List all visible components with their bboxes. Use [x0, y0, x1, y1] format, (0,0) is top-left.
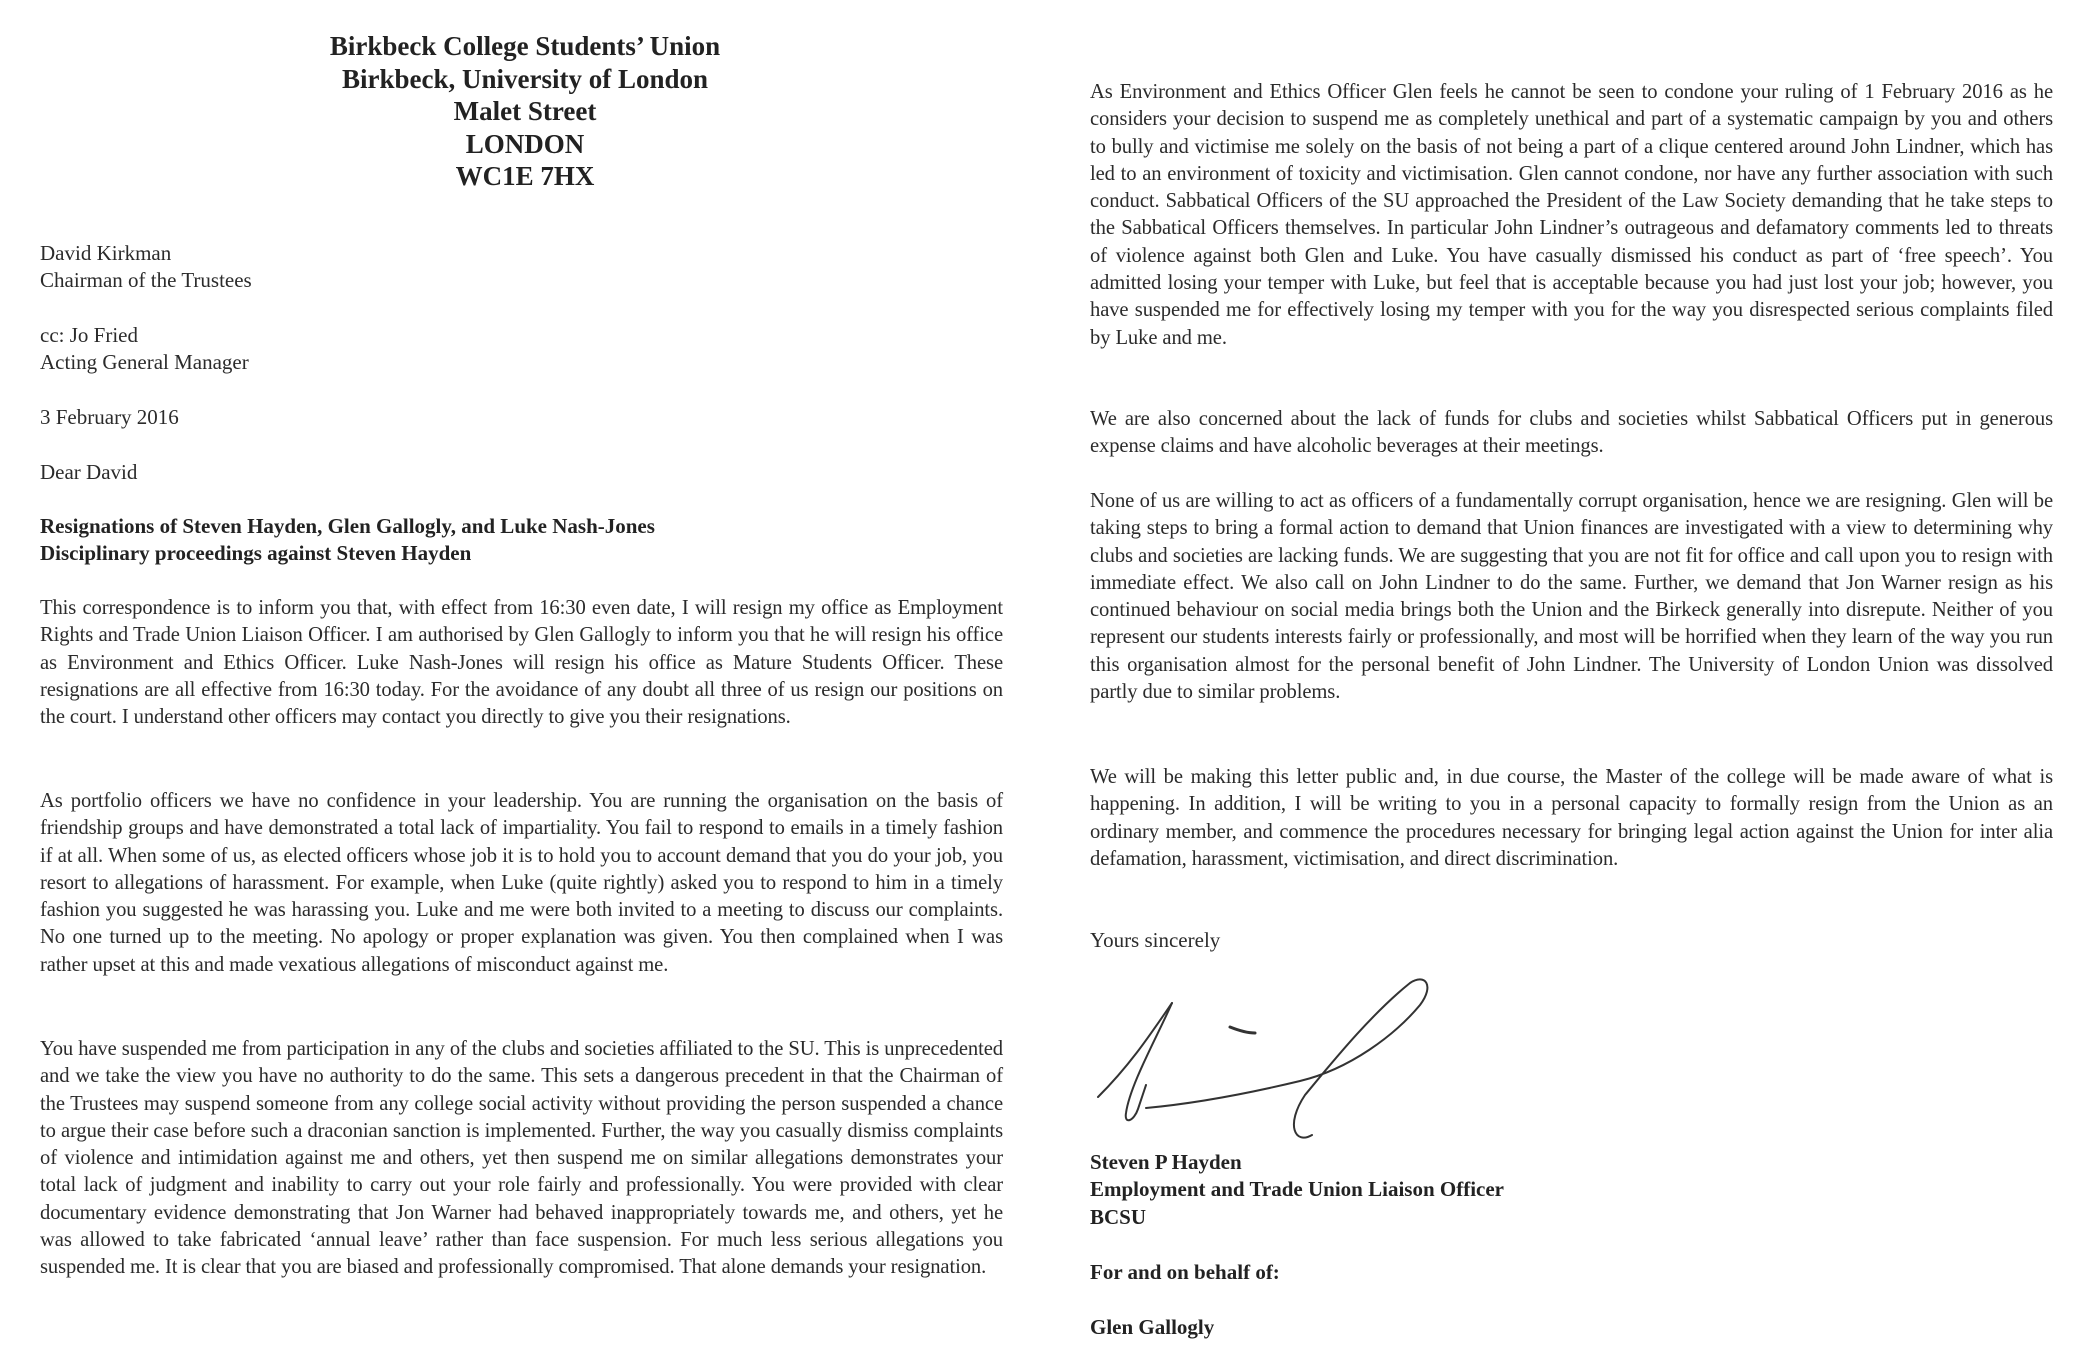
on-behalf-label: [1090, 1259, 2053, 1286]
cc-block: [40, 322, 1003, 377]
body-paragraph-5: [1090, 406, 2053, 461]
signatory-name: Steven P Hayden: [1090, 1150, 1242, 1174]
letterhead-postcode: WC1E 7HX: [455, 161, 595, 191]
subject-line-2: Disciplinary proceedings against Steven Hayden: [40, 541, 472, 566]
letterhead-org: Birkbeck College Students’ Union: [329, 31, 721, 61]
letterhead: [280, 30, 770, 193]
subject-line-1: Resignations of Steven Hayden, Glen Gallogly, and Luke Nash-Jones: [40, 514, 655, 538]
valediction-text: Yours sincerely: [1090, 928, 1221, 952]
signatory-org: BCSU: [1090, 1204, 1147, 1229]
body-paragraph-1: [40, 595, 1003, 731]
on-behalf-name-text: Glen Gallogly: [1090, 1315, 1215, 1339]
body-paragraph-2: [40, 788, 1003, 979]
paragraph-text: We are also concerned about the lack of funds for clubs and societies whilst Sabbatical Officers put in generous expense claims and have alcoholic beverages at their meetings.: [1090, 408, 2053, 458]
paragraph-text: This correspondence is to inform you that, with effect from 16:30 even date, I will resign my office as Employment Rights and Trade Union Liaison Officer. I am authorised by Glen Gallogly to inform you that he will resign his office as Environment and Ethics Officer. Luke Nash-Jones will resign his office as Mature Students Officer. These resignations are all effective from 16:30 today. For the avoidance of any doubt all three of us resign our positions on the court. I understand other officers may contact you directly to give you their resignations.: [40, 597, 1003, 729]
paragraph-text: You have suspended me from participation in any of the clubs and societies affiliated to the SU. This is unprecedented and we take the view you have no authority to do the same. This sets a dangerous precedent in that the Chairman of the Trustees may suspend someone from any college social activity without providing the person suspended a chance to argue their case before such a draconian sanction is implemented. Further, the way you casually dismiss complaints of violence and intimidation against me and others, yet then suspend me on similar allegations demonstrates your total lack of judgment and inability to carry out your role fairly and professionally. You were provided with clear documentary evidence demonstrating that Jon Warner had behaved inappropriately towards me, and others, yet he was allowed to take fabricated ‘annual leave’ rather than face suspension. For much less serious allegations you suspended me. It is clear that you are biased and professionally compromised. That alone demands your resignation.: [40, 1038, 1003, 1279]
valediction: [1090, 927, 2053, 954]
body-paragraph-6: [1090, 488, 2053, 706]
body-paragraph-4: [1090, 79, 2053, 352]
salutation: [40, 459, 1003, 486]
date-text: 3 February 2016: [40, 405, 179, 429]
on-behalf-text: For and on behalf of:: [1090, 1260, 1280, 1284]
paragraph-text: As Environment and Ethics Officer Glen feels he cannot be seen to condone your ruling of 1 February 2016 as he considers your decision to suspend me as completely unethical and part of a systematic campaign by you and others to bully and victimise me solely on the basis of not being a part of a clique centered around John Lindner, which has led to an environment of toxicity and victimisation. Glen cannot condone, nor have any further association with such conduct. Sabbatical Officers of the SU approached the President of the Law Society demanding that he take steps to the Sabbatical Officers themselves. In particular John Lindner’s outrageous and defamatory comments led to threats of violence against both Glen and Luke. You have casually dismissed his conduct as part of ‘free speech’. You admitted losing your temper with Luke, but feel that is acceptable because you had just lost your job; however, you have suspended me for effectively losing my temper with you for the way you disrespected serious complaints filed by Luke and me.: [1090, 81, 2053, 349]
letter-date: [40, 404, 1003, 431]
on-behalf-name: [1090, 1314, 2053, 1341]
recipient-title: Chairman of the Trustees: [40, 268, 252, 293]
salutation-text: Dear David: [40, 460, 138, 484]
recipient-name: David Kirkman: [40, 241, 172, 265]
signatory-title: Employment and Trade Union Liaison Officer: [1090, 1177, 1505, 1202]
cc-title: Acting General Manager: [40, 350, 249, 375]
paragraph-text: None of us are willing to act as officers of a fundamentally corrupt organisation, hence we are resigning. Glen will be taking steps to bring a formal action to demand that Union finances are investigated with a view to determining why clubs and societies are lacking funds. We are suggesting that you are not fit for office and call upon you to resign with immediate effect. We also call on John Lindner to do the same. Further, we demand that Jon Warner resign as his continued behaviour on social media brings both the Union and the Birkeck generally into disrepute. Neither of you represent our students interests fairly or professionally, and most will be horrified when they learn of the way you run this organisation almost for the personal benefit of John Lindner. The University of London Union was dissolved partly due to similar problems.: [1090, 490, 2053, 704]
signatory-block: [1090, 1149, 2053, 1231]
letterhead-city: LONDON: [465, 128, 585, 159]
letterhead-university: Birkbeck, University of London: [341, 63, 709, 94]
subject-heading: [40, 513, 1003, 568]
paragraph-text: As portfolio officers we have no confidence in your leadership. You are running the organisation on the basis of friendship groups and have demonstrated a total lack of impartiality. You fail to respond to emails in a timely fashion if at all. When some of us, as elected officers whose job it is to hold you to account demand that you do your job, you resort to allegations of harassment. For example, when Luke (quite rightly) asked you to respond to him in a timely fashion you suggested he was harassing you. Luke and me were both invited to a meeting to discuss our complaints. No one turned up to the meeting. No apology or proper explanation was given. You then complained when I was rather upset at this and made vexatious allegations of misconduct against me.: [40, 790, 1003, 976]
body-paragraph-3: [40, 1036, 1003, 1282]
letterhead-street: Malet Street: [453, 96, 597, 126]
handwritten-signature-icon: [1090, 975, 1470, 1150]
recipient-block: [40, 240, 1003, 295]
cc-name: cc: Jo Fried: [40, 323, 138, 347]
body-paragraph-7: [1090, 764, 2053, 873]
paragraph-text: We will be making this letter public and, in due course, the Master of the college will be made aware of what is happening. In addition, I will be writing to you in a personal capacity to formally resign from the Union as an ordinary member, and commence the procedures necessary for bringing legal action against the Union for inter alia defamation, harassment, victimisation, and direct discrimination.: [1090, 766, 2053, 870]
letter-page-2: [1050, 0, 2100, 1372]
